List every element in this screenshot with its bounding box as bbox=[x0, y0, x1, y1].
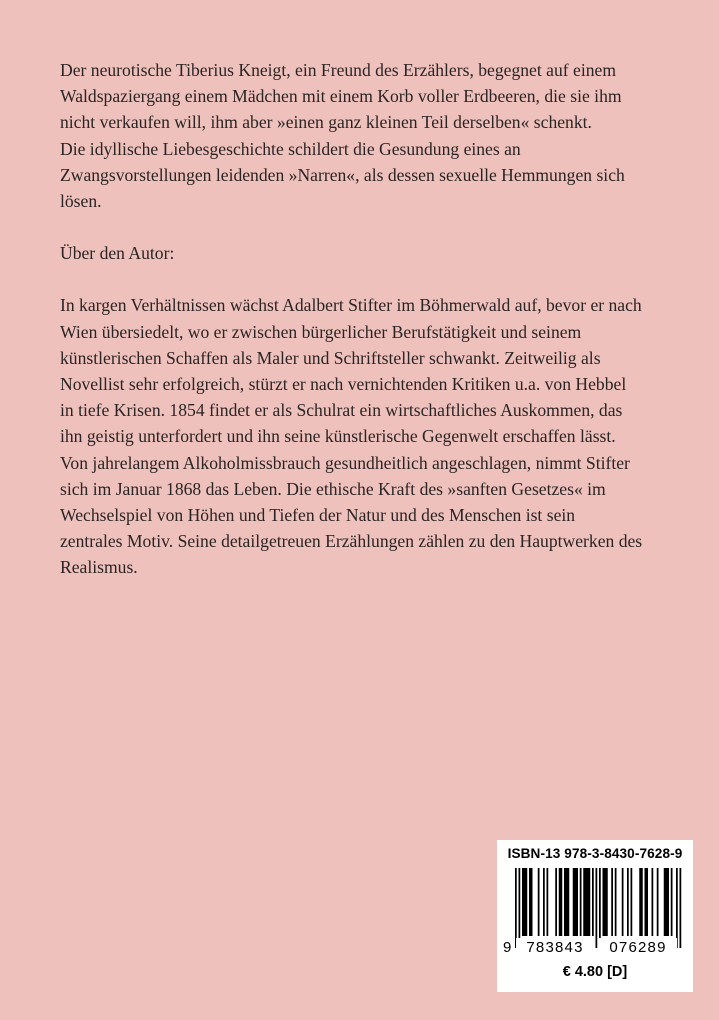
barcode-digit-first: 9 bbox=[503, 939, 512, 956]
barcode-bar bbox=[671, 868, 673, 936]
barcode-bar bbox=[583, 868, 590, 936]
about-author-heading: Über den Autor: bbox=[60, 243, 175, 264]
text-line: Realismus. bbox=[60, 557, 138, 578]
barcode-bar bbox=[664, 868, 669, 936]
author-bio-paragraph bbox=[60, 292, 680, 580]
barcode-bar bbox=[515, 868, 517, 948]
barcode-digits-left: 783843 bbox=[516, 938, 594, 958]
barcode-bar bbox=[615, 868, 617, 936]
barcode-bar bbox=[547, 868, 549, 936]
barcode-bar bbox=[538, 868, 540, 936]
barcode-bar bbox=[522, 868, 527, 936]
barcode-bar bbox=[631, 868, 633, 936]
text-line: In kargen Verhältnissen wächst Adalbert Stifter im Böhmerwald auf, bevor er nach bbox=[60, 295, 642, 316]
text-line: in tiefe Krisen. 1854 findet er als Schulrat ein wirtschaftliches Auskommen, das bbox=[60, 400, 623, 421]
text-line: Zwangsvorstellungen leidenden »Narren«, als dessen sexuelle Hemmungen sich bbox=[60, 164, 625, 185]
barcode-bar bbox=[639, 868, 643, 936]
text-line: ihn geistig unterfordert und ihn seine künstlerische Gegenwelt erschaffen lässt. bbox=[60, 426, 616, 447]
barcode-bar bbox=[599, 868, 601, 948]
isbn-barcode-label bbox=[497, 840, 693, 992]
barcode-digits bbox=[503, 938, 687, 958]
text-line: lösen. bbox=[60, 191, 102, 212]
barcode-bar bbox=[564, 868, 569, 936]
text-line: zentrales Motiv. Seine detailgetreuen Erzählungen zählen zu den Hauptwerken des bbox=[60, 531, 643, 552]
barcode-bar bbox=[657, 868, 659, 936]
isbn-number: ISBN-13 978-3-8430-7628-9 bbox=[507, 846, 683, 861]
barcode-bar bbox=[543, 868, 545, 936]
text-line: Von jahrelangem Alkoholmissbrauch gesundheitlich angeschlagen, nimmt Stifter bbox=[60, 452, 630, 473]
barcode-bar bbox=[596, 868, 598, 948]
barcode-bar bbox=[529, 868, 533, 936]
barcode-bar bbox=[555, 868, 557, 936]
text-line: künstlerischen Schaffen als Maler und Schriftsteller schwankt. Zeitweilig als bbox=[60, 347, 601, 368]
text-line: nicht verkaufen will, ihm aber »einen ganz kleinen Teil derselben« schenkt. bbox=[60, 112, 592, 133]
barcode-bar bbox=[676, 868, 678, 948]
barcode-bar bbox=[652, 868, 654, 936]
text-line: Der neurotische Tiberius Kneigt, ein Freund des Erzählers, begegnet auf einem bbox=[60, 60, 616, 80]
text-line: Waldspaziergang einem Mädchen mit einem Korb voller Erdbeeren, die sie ihm bbox=[60, 86, 622, 107]
barcode-bar bbox=[603, 868, 608, 936]
text-line: sich im Januar 1868 das Leben. Die ethische Kraft des »sanften Gesetzes« im bbox=[60, 478, 606, 499]
text-line: Die idyllische Liebesgeschichte schildert die Gesundung eines an bbox=[60, 138, 521, 159]
back-cover-blurb bbox=[60, 57, 680, 581]
text-line: Novellist sehr erfolgreich, stürzt er nach vernichtenden Kritiken u.a. von Hebbel bbox=[60, 374, 627, 395]
barcode-bar bbox=[680, 868, 682, 948]
price-label: € 4.80 [D] bbox=[562, 964, 628, 980]
barcode-bar bbox=[519, 868, 521, 948]
barcode-bar bbox=[622, 868, 624, 936]
barcode-bar bbox=[573, 868, 578, 936]
text-line: Wien übersiedelt, wo er zwischen bürgerlicher Berufstätigkeit und seinem bbox=[60, 321, 582, 342]
barcode-bar bbox=[592, 868, 594, 936]
text-line: Wechselspiel von Höhen und Tiefen der Natur und des Menschen ist sein bbox=[60, 505, 576, 526]
barcode-bar bbox=[627, 868, 629, 936]
barcode-bar bbox=[645, 868, 649, 936]
barcode-bar bbox=[611, 868, 613, 936]
barcode-digits-right: 076289 bbox=[599, 938, 677, 958]
barcode-bar bbox=[559, 868, 563, 936]
synopsis-paragraph bbox=[60, 57, 680, 214]
barcode-bar bbox=[580, 868, 582, 936]
